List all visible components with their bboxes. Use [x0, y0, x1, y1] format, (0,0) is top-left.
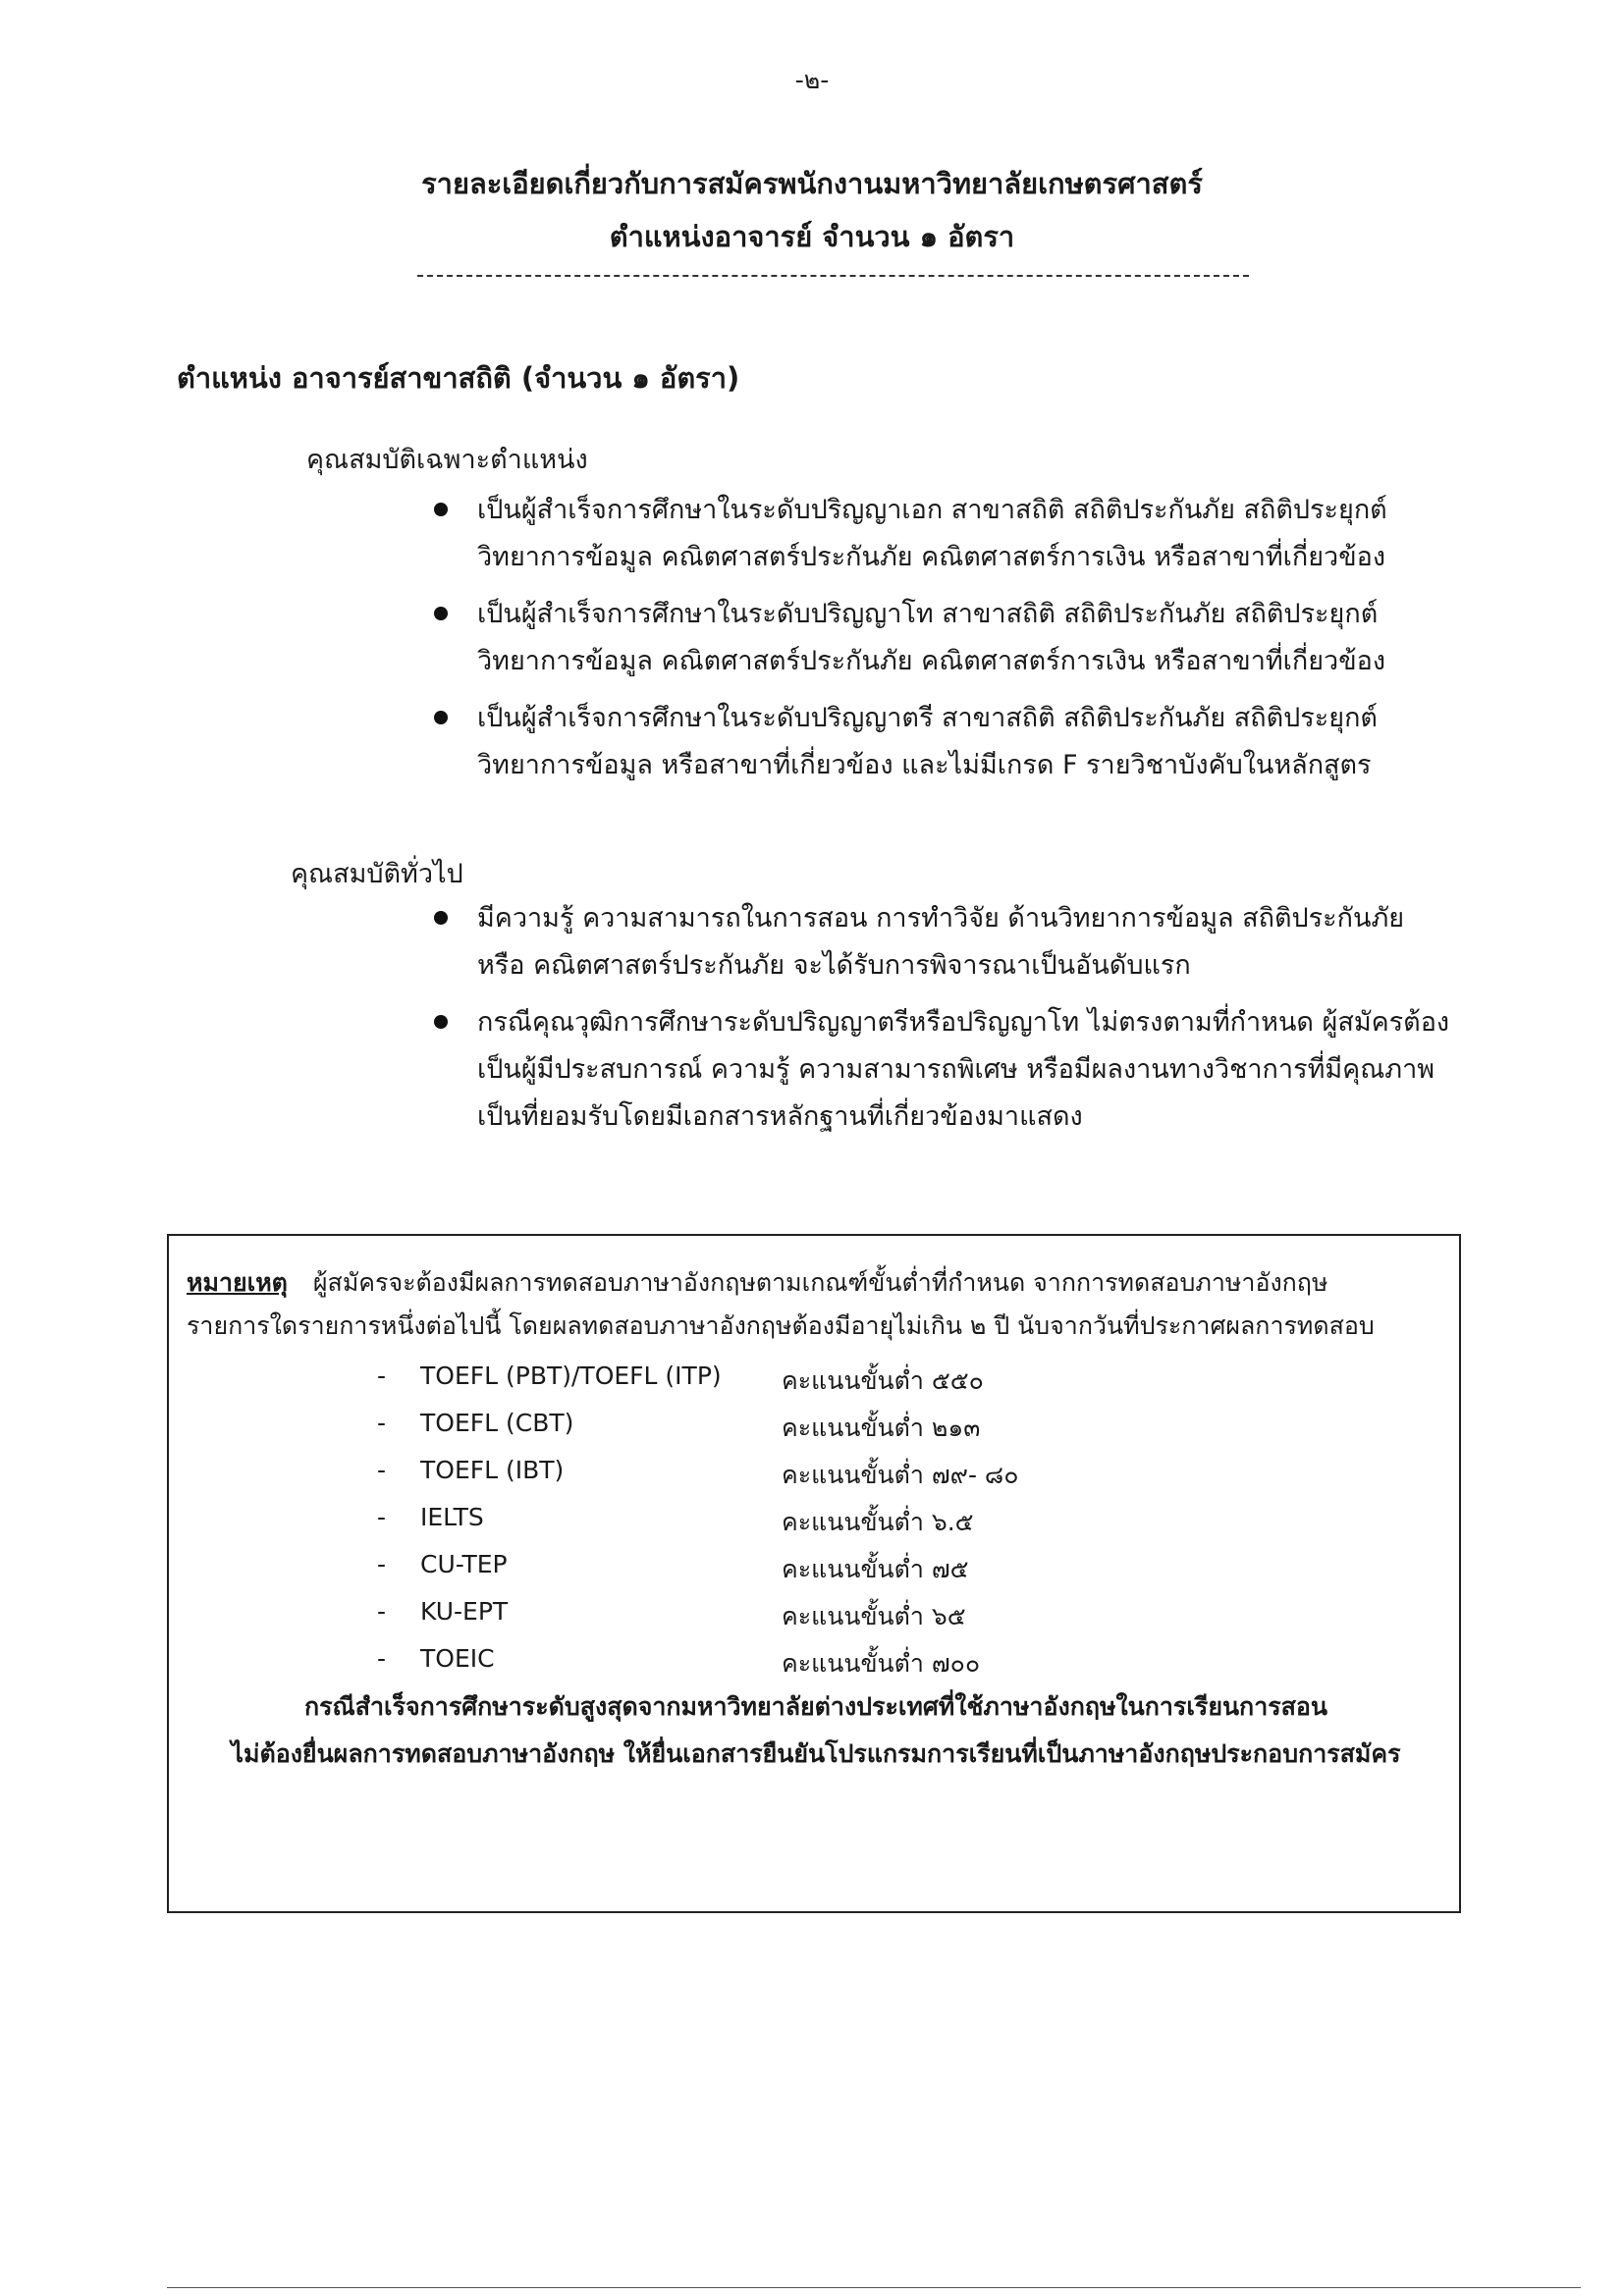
test-score: คะแนนขั้นต่ำ ๕๕๐ — [782, 1366, 984, 1395]
dash-marker: - — [377, 1362, 387, 1390]
list-item — [432, 487, 1542, 581]
dash-marker: - — [377, 1456, 387, 1484]
test-name: IELTS — [420, 1503, 484, 1531]
item-line: เป็นที่ยอมรับโดยมีเอกสารหลักฐานที่เกี่ยวข้องมาแสดง — [477, 1101, 1083, 1132]
specific-qualifications-list — [432, 487, 1542, 799]
footer-line-1: กรณีสำเร็จการศึกษาระดับสูงสุดจากมหาวิทยาลัยต่างประเทศที่ใช้ภาษาอังกฤษในการเรียนการสอน — [303, 1692, 1328, 1721]
bullet-icon — [434, 711, 448, 724]
title-line-2: ตำแหน่งอาจารย์ จำนวน ๑ อัตรา — [609, 220, 1015, 253]
item-line: เป็นผู้สำเร็จการศึกษาในระดับปริญญาเอก สาขาสถิติ สถิติประกันภัย สถิติประยุกต์ — [477, 495, 1387, 525]
dash-marker: - — [377, 1644, 387, 1673]
note-footer — [169, 1683, 1463, 1778]
note-line-1 — [187, 1263, 1327, 1303]
note-text: ผู้สมัครจะต้องมีผลการทดสอบภาษาอังกฤษตามเกณฑ์ขั้นต่ำที่กำหนด จากการทดสอบภาษาอังกฤษ — [312, 1268, 1328, 1297]
test-name: KU-EPT — [420, 1597, 509, 1626]
dash-marker: - — [377, 1550, 387, 1578]
bullet-icon — [434, 607, 448, 620]
test-name: CU-TEP — [420, 1550, 508, 1578]
test-name: TOEIC — [420, 1644, 495, 1673]
position-heading: ตำแหน่ง อาจารย์สาขาสถิติ (จำนวน ๑ อัตรา) — [177, 361, 740, 395]
bullet-icon — [434, 503, 448, 516]
note-box — [167, 1234, 1461, 1913]
bottom-scan-edge-line — [167, 2287, 1581, 2288]
specific-qualifications-heading: คุณสมบัติเฉพาะตำแหน่ง — [306, 445, 588, 475]
general-qualifications-list — [432, 895, 1542, 1150]
test-name: TOEFL (PBT)/TOEFL (ITP) — [420, 1362, 722, 1390]
test-score: คะแนนขั้นต่ำ ๗๙- ๘๐ — [782, 1461, 1019, 1489]
item-line: กรณีคุณวุฒิการศึกษาระดับปริญญาตรีหรือปริญญาโท ไม่ตรงตามที่กำหนด ผู้สมัครต้อง — [477, 1007, 1450, 1038]
test-score: คะแนนขั้นต่ำ ๗๕ — [782, 1555, 969, 1583]
item-line: วิทยาการข้อมูล คณิตศาสตร์ประกันภัย คณิตศาสตร์การเงิน หรือสาขาที่เกี่ยวข้อง — [477, 542, 1386, 572]
document-title — [0, 157, 1624, 263]
list-item — [432, 895, 1542, 989]
title-line-1: รายละเอียดเกี่ยวกับการสมัครพนักงานมหาวิทยาลัยเกษตรศาสตร์ — [421, 167, 1203, 200]
note-line-2: รายการใดรายการหนึ่งต่อไปนี้ โดยผลทดสอบภาษาอังกฤษต้องมีอายุไม่เกิน ๒ ปี นับจากวันที่ประกาศผลการทดสอบ — [187, 1311, 1375, 1340]
item-line: วิทยาการข้อมูล หรือสาขาที่เกี่ยวข้อง และไม่มีเกรด F รายวิชาบังคับในหลักสูตร — [477, 750, 1372, 780]
item-line: วิทยาการข้อมูล คณิตศาสตร์ประกันภัย คณิตศาสตร์การเงิน หรือสาขาที่เกี่ยวข้อง — [477, 646, 1386, 676]
item-line: มีความรู้ ความสามารถในการสอน การทำวิจัย ด้านวิทยาการข้อมูล สถิติประกันภัย — [477, 903, 1405, 934]
test-name: TOEFL (IBT) — [420, 1456, 565, 1484]
item-line: เป็นผู้สำเร็จการศึกษาในระดับปริญญาตรี สาขาสถิติ สถิติประกันภัย สถิติประยุกต์ — [477, 703, 1378, 733]
test-score: คะแนนขั้นต่ำ ๖.๕ — [782, 1508, 974, 1536]
item-line: หรือ คณิตศาสตร์ประกันภัย จะได้รับการพิจารณาเป็นอันดับแรก — [477, 950, 1191, 981]
item-line: เป็นผู้สำเร็จการศึกษาในระดับปริญญาโท สาขาสถิติ สถิติประกันภัย สถิติประยุกต์ — [477, 599, 1379, 629]
test-score: คะแนนขั้นต่ำ ๗๐๐ — [782, 1649, 981, 1678]
page-number: -๒- — [794, 66, 830, 94]
dash-marker: - — [377, 1409, 387, 1437]
list-item — [432, 999, 1542, 1141]
test-score: คะแนนขั้นต่ำ ๒๑๓ — [782, 1414, 981, 1442]
item-line: เป็นผู้มีประสบการณ์ ความรู้ ความสามารถพิเศษ หรือมีผลงานทางวิชาการที่มีคุณภาพ — [477, 1054, 1435, 1085]
list-item — [432, 591, 1542, 685]
general-qualifications-heading: คุณสมบัติทั่วไป — [291, 859, 463, 889]
bullet-icon — [434, 911, 448, 925]
note-label: หมายเหตุ — [187, 1268, 288, 1297]
test-name: TOEFL (CBT) — [420, 1409, 574, 1437]
dash-marker: - — [377, 1597, 387, 1626]
bullet-icon — [434, 1015, 448, 1029]
footer-line-2: ไม่ต้องยื่นผลการทดสอบภาษาอังกฤษ ให้ยื่นเอกสารยืนยันโปรแกรมการเรียนที่เป็นภาษาอังกฤษประกอบการสมัคร — [231, 1739, 1401, 1768]
test-score: คะแนนขั้นต่ำ ๖๕ — [782, 1602, 966, 1630]
dash-marker: - — [377, 1503, 387, 1531]
dashed-divider — [417, 275, 1249, 277]
list-item — [432, 695, 1542, 789]
